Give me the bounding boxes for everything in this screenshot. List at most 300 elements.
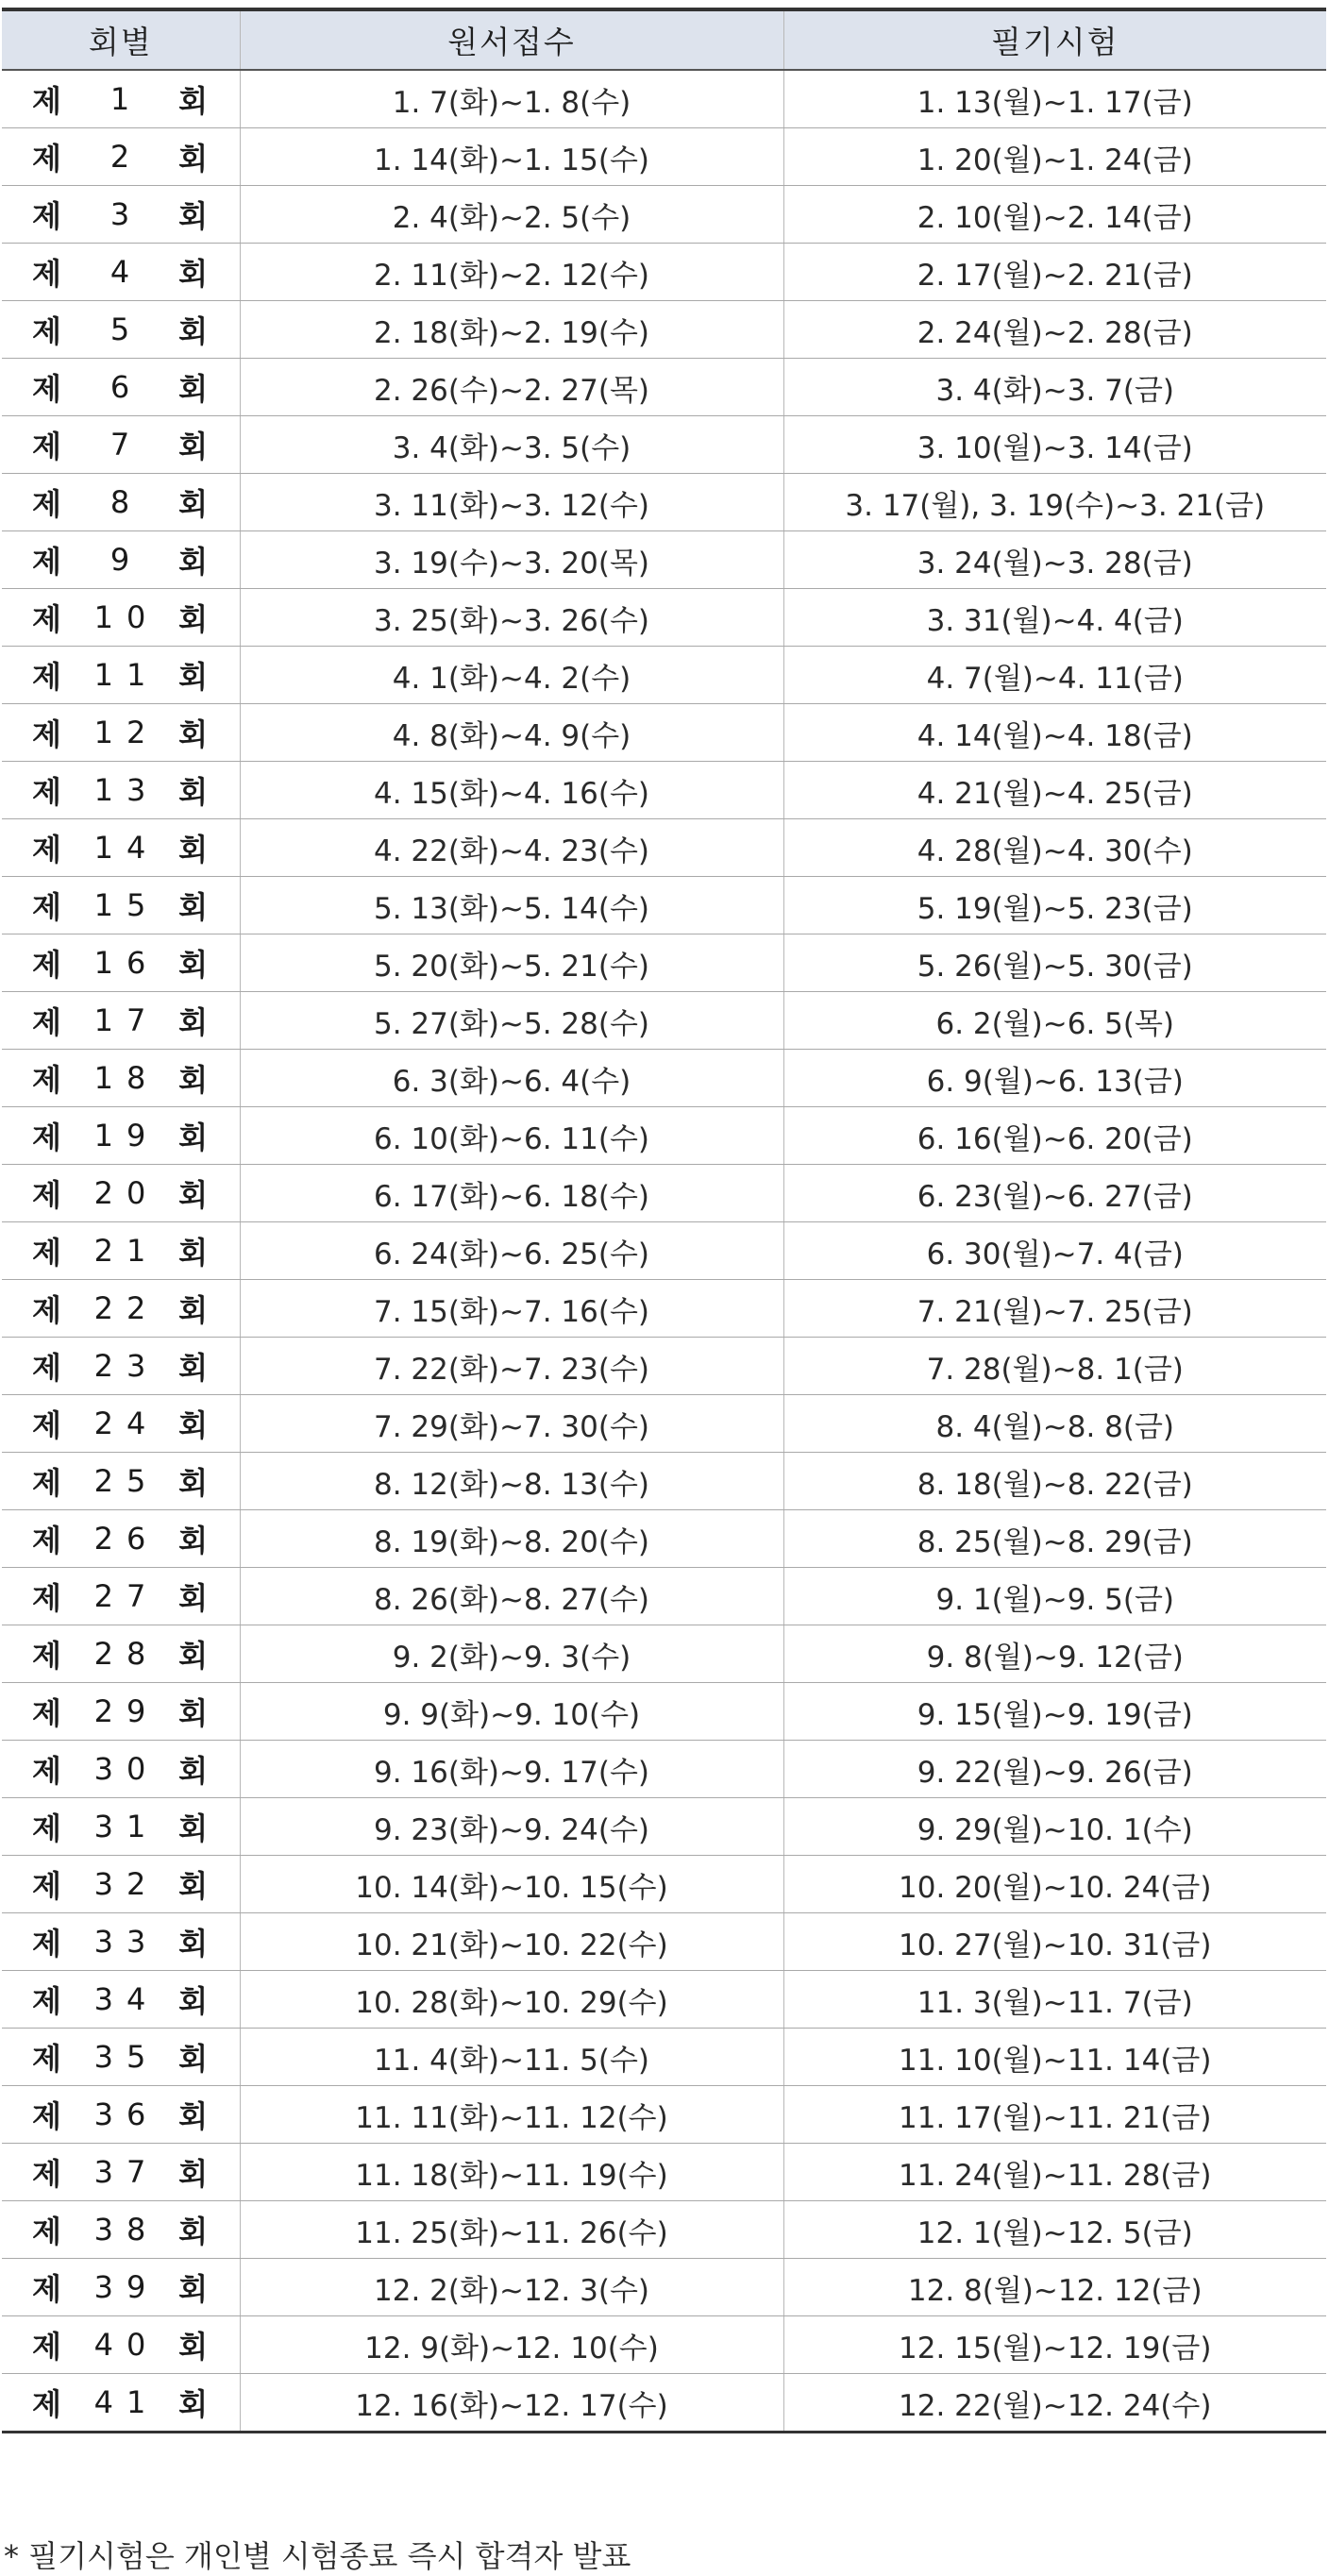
table-header <box>2 9 1326 70</box>
round-prefix: 제 <box>32 659 61 695</box>
table-row <box>2 1107 1326 1165</box>
round-label <box>32 1690 208 1733</box>
round-prefix: 제 <box>32 1638 61 1674</box>
round-prefix: 제 <box>32 1868 61 1904</box>
table-row <box>2 2144 1326 2201</box>
round-suffix: 회 <box>178 1235 208 1271</box>
round-suffix: 회 <box>178 1062 208 1098</box>
round-cell <box>2 2029 240 2086</box>
exam-period-cell: 12. 1(월)~12. 5(금) <box>783 2201 1326 2259</box>
application-period-cell: 3. 4(화)~3. 5(수) <box>240 416 783 474</box>
round-number: 18 <box>93 1060 160 1096</box>
round-number: 16 <box>93 945 160 981</box>
table-row <box>2 992 1326 1050</box>
round-cell <box>2 2316 240 2374</box>
round-label <box>32 711 208 754</box>
round-cell <box>2 2259 240 2316</box>
round-cell <box>2 1338 240 1395</box>
table-row <box>2 1683 1326 1741</box>
table-row <box>2 934 1326 992</box>
round-number: 34 <box>93 1981 160 2017</box>
exam-period-cell: 2. 17(월)~2. 21(금) <box>783 244 1326 301</box>
exam-period-cell: 2. 24(월)~2. 28(금) <box>783 301 1326 359</box>
round-number: 10 <box>93 599 160 635</box>
round-number: 29 <box>93 1693 160 1729</box>
table-row <box>2 2374 1326 2433</box>
exam-period-cell: 6. 30(월)~7. 4(금) <box>783 1222 1326 1280</box>
round-number: 7 <box>109 427 143 463</box>
round-cell <box>2 474 240 531</box>
table-row <box>2 1222 1326 1280</box>
round-suffix: 회 <box>178 1292 208 1328</box>
round-label <box>32 1574 208 1618</box>
round-prefix: 제 <box>32 947 61 983</box>
exam-period-cell: 3. 17(월), 3. 19(수)~3. 21(금) <box>783 474 1326 531</box>
application-period-cell: 6. 24(화)~6. 25(수) <box>240 1222 783 1280</box>
round-prefix: 제 <box>32 1695 61 1731</box>
round-number: 20 <box>93 1175 160 1211</box>
round-label <box>32 596 208 639</box>
round-number: 32 <box>93 1866 160 1902</box>
round-prefix: 제 <box>32 1465 61 1501</box>
application-period-cell: 6. 17(화)~6. 18(수) <box>240 1165 783 1222</box>
round-number: 21 <box>93 1233 160 1269</box>
application-period-cell: 12. 2(화)~12. 3(수) <box>240 2259 783 2316</box>
exam-period-cell: 3. 31(월)~4. 4(금) <box>783 589 1326 647</box>
round-suffix: 회 <box>178 371 208 407</box>
round-cell <box>2 186 240 244</box>
application-period-cell: 2. 26(수)~2. 27(목) <box>240 359 783 416</box>
application-period-cell: 3. 19(수)~3. 20(목) <box>240 531 783 589</box>
exam-period-cell: 5. 26(월)~5. 30(금) <box>783 934 1326 992</box>
round-prefix: 제 <box>32 1580 61 1616</box>
round-cell <box>2 934 240 992</box>
exam-period-cell: 9. 8(월)~9. 12(금) <box>783 1625 1326 1683</box>
application-period-cell: 11. 4(화)~11. 5(수) <box>240 2029 783 2086</box>
exam-period-cell: 7. 28(월)~8. 1(금) <box>783 1338 1326 1395</box>
round-cell <box>2 1741 240 1798</box>
round-suffix: 회 <box>178 774 208 810</box>
round-label <box>32 1344 208 1388</box>
round-label <box>32 480 208 524</box>
application-period-cell: 2. 11(화)~2. 12(수) <box>240 244 783 301</box>
exam-period-cell: 8. 18(월)~8. 22(금) <box>783 1453 1326 1510</box>
application-period-cell: 9. 9(화)~9. 10(수) <box>240 1683 783 1741</box>
round-label <box>32 653 208 697</box>
round-cell <box>2 1453 240 1510</box>
exam-period-cell: 4. 21(월)~4. 25(금) <box>783 762 1326 819</box>
table-row <box>2 1913 1326 1971</box>
round-cell <box>2 819 240 877</box>
round-prefix: 제 <box>32 1235 61 1271</box>
exam-period-cell: 3. 10(월)~3. 14(금) <box>783 416 1326 474</box>
exam-period-cell: 10. 27(월)~10. 31(금) <box>783 1913 1326 1971</box>
round-label <box>32 1862 208 1906</box>
application-period-cell: 10. 14(화)~10. 15(수) <box>240 1856 783 1913</box>
table-row <box>2 1741 1326 1798</box>
round-label <box>32 308 208 351</box>
exam-period-cell: 1. 13(월)~1. 17(금) <box>783 70 1326 128</box>
round-cell <box>2 1798 240 1856</box>
round-prefix: 제 <box>32 2156 61 2192</box>
round-cell <box>2 2144 240 2201</box>
round-prefix: 제 <box>32 1523 61 1558</box>
exam-period-cell: 9. 22(월)~9. 26(금) <box>783 1741 1326 1798</box>
table-row <box>2 1568 1326 1625</box>
round-suffix: 회 <box>178 2156 208 2192</box>
round-prefix: 제 <box>32 2041 61 2077</box>
round-prefix: 제 <box>32 1753 61 1789</box>
round-cell <box>2 416 240 474</box>
round-number: 24 <box>93 1406 160 1441</box>
round-number: 6 <box>109 369 143 405</box>
exam-period-cell: 7. 21(월)~7. 25(금) <box>783 1280 1326 1338</box>
application-period-cell: 1. 14(화)~1. 15(수) <box>240 128 783 186</box>
round-suffix: 회 <box>178 2098 208 2134</box>
exam-period-cell: 11. 3(월)~11. 7(금) <box>783 1971 1326 2029</box>
round-suffix: 회 <box>178 486 208 522</box>
round-suffix: 회 <box>178 889 208 925</box>
table-row <box>2 1510 1326 1568</box>
table-row <box>2 647 1326 704</box>
table-row <box>2 70 1326 128</box>
round-prefix: 제 <box>32 256 61 292</box>
round-suffix: 회 <box>178 256 208 292</box>
round-label <box>32 1517 208 1560</box>
application-period-cell: 8. 12(화)~8. 13(수) <box>240 1453 783 1510</box>
round-number: 14 <box>93 830 160 866</box>
table-row <box>2 1338 1326 1395</box>
application-period-cell: 4. 22(화)~4. 23(수) <box>240 819 783 877</box>
round-suffix: 회 <box>178 1580 208 1616</box>
table-row <box>2 531 1326 589</box>
round-label <box>32 884 208 927</box>
round-prefix: 제 <box>32 832 61 867</box>
round-suffix: 회 <box>178 429 208 464</box>
round-cell <box>2 2374 240 2433</box>
round-suffix: 회 <box>178 544 208 580</box>
round-suffix: 회 <box>178 1926 208 1961</box>
round-suffix: 회 <box>178 2329 208 2365</box>
round-label <box>32 193 208 236</box>
round-prefix: 제 <box>32 141 61 177</box>
table-row <box>2 416 1326 474</box>
round-suffix: 회 <box>178 2271 208 2307</box>
round-number: 33 <box>93 1924 160 1960</box>
table-row <box>2 2316 1326 2374</box>
round-cell <box>2 1683 240 1741</box>
round-cell <box>2 1050 240 1107</box>
round-number: 27 <box>93 1578 160 1614</box>
round-number: 1 <box>109 81 143 117</box>
round-prefix: 제 <box>32 486 61 522</box>
round-number: 23 <box>93 1348 160 1384</box>
round-label <box>32 1171 208 1215</box>
round-label <box>32 423 208 466</box>
table-row <box>2 1971 1326 2029</box>
round-number: 13 <box>93 772 160 808</box>
exam-period-cell: 4. 14(월)~4. 18(금) <box>783 704 1326 762</box>
application-period-cell: 8. 19(화)~8. 20(수) <box>240 1510 783 1568</box>
application-period-cell: 8. 26(화)~8. 27(수) <box>240 1568 783 1625</box>
exam-period-cell: 4. 28(월)~4. 30(수) <box>783 819 1326 877</box>
exam-period-cell: 3. 24(월)~3. 28(금) <box>783 531 1326 589</box>
round-suffix: 회 <box>178 1695 208 1731</box>
table-row <box>2 2201 1326 2259</box>
round-prefix: 제 <box>32 2329 61 2365</box>
round-number: 26 <box>93 1521 160 1557</box>
round-suffix: 회 <box>178 1983 208 2019</box>
round-number: 38 <box>93 2212 160 2248</box>
table-row <box>2 1050 1326 1107</box>
round-suffix: 회 <box>178 1465 208 1501</box>
round-cell <box>2 531 240 589</box>
application-period-cell: 2. 4(화)~2. 5(수) <box>240 186 783 244</box>
round-number: 35 <box>93 2039 160 2075</box>
round-cell <box>2 128 240 186</box>
application-period-cell: 5. 27(화)~5. 28(수) <box>240 992 783 1050</box>
round-prefix: 제 <box>32 1120 61 1155</box>
exam-period-cell: 12. 22(월)~12. 24(수) <box>783 2374 1326 2433</box>
round-suffix: 회 <box>178 1407 208 1443</box>
application-period-cell: 4. 15(화)~4. 16(수) <box>240 762 783 819</box>
header-round: 회별 <box>2 9 240 70</box>
round-prefix: 제 <box>32 198 61 234</box>
round-label <box>32 365 208 409</box>
round-number: 15 <box>93 887 160 923</box>
exam-period-cell: 5. 19(월)~5. 23(금) <box>783 877 1326 934</box>
application-period-cell: 7. 15(화)~7. 16(수) <box>240 1280 783 1338</box>
round-cell <box>2 877 240 934</box>
exam-period-cell: 11. 17(월)~11. 21(금) <box>783 2086 1326 2144</box>
round-prefix: 제 <box>32 371 61 407</box>
round-prefix: 제 <box>32 1177 61 1213</box>
application-period-cell: 3. 25(화)~3. 26(수) <box>240 589 783 647</box>
round-label <box>32 2381 208 2424</box>
round-label <box>32 2265 208 2309</box>
round-cell <box>2 647 240 704</box>
application-period-cell: 12. 9(화)~12. 10(수) <box>240 2316 783 2374</box>
round-prefix: 제 <box>32 1810 61 1846</box>
table-row <box>2 2086 1326 2144</box>
round-cell <box>2 1165 240 1222</box>
round-suffix: 회 <box>178 659 208 695</box>
round-number: 41 <box>93 2384 160 2420</box>
exam-period-cell: 2. 10(월)~2. 14(금) <box>783 186 1326 244</box>
round-prefix: 제 <box>32 1292 61 1328</box>
exam-period-cell: 6. 9(월)~6. 13(금) <box>783 1050 1326 1107</box>
round-cell <box>2 301 240 359</box>
round-number: 5 <box>109 311 143 347</box>
round-label <box>32 1920 208 1963</box>
round-cell <box>2 589 240 647</box>
table-row <box>2 186 1326 244</box>
application-period-cell: 2. 18(화)~2. 19(수) <box>240 301 783 359</box>
round-label <box>32 2323 208 2366</box>
application-period-cell: 1. 7(화)~1. 8(수) <box>240 70 783 128</box>
application-period-cell: 5. 20(화)~5. 21(수) <box>240 934 783 992</box>
application-period-cell: 12. 16(화)~12. 17(수) <box>240 2374 783 2433</box>
table-row <box>2 1625 1326 1683</box>
exam-period-cell: 6. 23(월)~6. 27(금) <box>783 1165 1326 1222</box>
round-prefix: 제 <box>32 601 61 637</box>
table-row <box>2 359 1326 416</box>
round-label <box>32 77 208 121</box>
round-prefix: 제 <box>32 1926 61 1961</box>
round-cell <box>2 1856 240 1913</box>
round-number: 2 <box>109 139 143 175</box>
round-number: 37 <box>93 2154 160 2190</box>
round-label <box>32 1287 208 1330</box>
round-prefix: 제 <box>32 2386 61 2422</box>
table-row <box>2 1165 1326 1222</box>
round-number: 28 <box>93 1636 160 1672</box>
application-period-cell: 3. 11(화)~3. 12(수) <box>240 474 783 531</box>
round-suffix: 회 <box>178 716 208 752</box>
table-body <box>2 70 1326 2433</box>
round-suffix: 회 <box>178 1004 208 1040</box>
round-cell <box>2 1971 240 2029</box>
round-number: 19 <box>93 1118 160 1153</box>
table-row <box>2 762 1326 819</box>
round-label <box>32 1056 208 1100</box>
round-number: 17 <box>93 1002 160 1038</box>
round-suffix: 회 <box>178 1753 208 1789</box>
round-number: 40 <box>93 2327 160 2363</box>
round-cell <box>2 1568 240 1625</box>
round-label <box>32 2208 208 2251</box>
application-period-cell: 10. 21(화)~10. 22(수) <box>240 1913 783 1971</box>
exam-period-cell: 10. 20(월)~10. 24(금) <box>783 1856 1326 1913</box>
round-label <box>32 1114 208 1157</box>
table-row <box>2 474 1326 531</box>
round-suffix: 회 <box>178 601 208 637</box>
exam-period-cell: 12. 8(월)~12. 12(금) <box>783 2259 1326 2316</box>
round-label <box>32 2093 208 2136</box>
round-cell <box>2 1395 240 1453</box>
round-label <box>32 1402 208 1445</box>
round-suffix: 회 <box>178 832 208 867</box>
exam-period-cell: 4. 7(월)~4. 11(금) <box>783 647 1326 704</box>
round-number: 8 <box>109 484 143 520</box>
table-row <box>2 1395 1326 1453</box>
exam-period-cell: 9. 1(월)~9. 5(금) <box>783 1568 1326 1625</box>
round-prefix: 제 <box>32 716 61 752</box>
round-cell <box>2 70 240 128</box>
footnote: * 필기시험은 개인별 시험종료 즉시 합격자 발표 <box>4 2538 631 2574</box>
table-row <box>2 1798 1326 1856</box>
round-prefix: 제 <box>32 83 61 119</box>
round-prefix: 제 <box>32 1983 61 2019</box>
table-row <box>2 589 1326 647</box>
round-label <box>32 1632 208 1675</box>
round-number: 11 <box>93 657 160 693</box>
round-label <box>32 999 208 1042</box>
round-label <box>32 135 208 178</box>
header-exam: 필기시험 <box>783 9 1326 70</box>
round-number: 31 <box>93 1809 160 1844</box>
header-row <box>2 9 1326 70</box>
table-row <box>2 704 1326 762</box>
table-row <box>2 1280 1326 1338</box>
application-period-cell: 7. 29(화)~7. 30(수) <box>240 1395 783 1453</box>
round-prefix: 제 <box>32 2214 61 2249</box>
round-prefix: 제 <box>32 544 61 580</box>
round-suffix: 회 <box>178 1177 208 1213</box>
round-prefix: 제 <box>32 774 61 810</box>
exam-period-cell: 9. 15(월)~9. 19(금) <box>783 1683 1326 1741</box>
round-prefix: 제 <box>32 429 61 464</box>
exam-period-cell: 6. 16(월)~6. 20(금) <box>783 1107 1326 1165</box>
round-prefix: 제 <box>32 1062 61 1098</box>
round-label <box>32 538 208 581</box>
round-suffix: 회 <box>178 1868 208 1904</box>
application-period-cell: 11. 11(화)~11. 12(수) <box>240 2086 783 2144</box>
exam-period-cell: 12. 15(월)~12. 19(금) <box>783 2316 1326 2374</box>
round-suffix: 회 <box>178 1350 208 1386</box>
round-label <box>32 941 208 985</box>
round-suffix: 회 <box>178 1523 208 1558</box>
application-period-cell: 4. 8(화)~4. 9(수) <box>240 704 783 762</box>
round-number: 4 <box>109 254 143 290</box>
round-number: 22 <box>93 1290 160 1326</box>
application-period-cell: 5. 13(화)~5. 14(수) <box>240 877 783 934</box>
exam-period-cell: 11. 24(월)~11. 28(금) <box>783 2144 1326 2201</box>
application-period-cell: 4. 1(화)~4. 2(수) <box>240 647 783 704</box>
exam-period-cell: 8. 4(월)~8. 8(금) <box>783 1395 1326 1453</box>
round-number: 12 <box>93 715 160 750</box>
application-period-cell: 9. 16(화)~9. 17(수) <box>240 1741 783 1798</box>
table-row <box>2 2259 1326 2316</box>
round-cell <box>2 1625 240 1683</box>
round-prefix: 제 <box>32 313 61 349</box>
exam-period-cell: 11. 10(월)~11. 14(금) <box>783 2029 1326 2086</box>
application-period-cell: 10. 28(화)~10. 29(수) <box>240 1971 783 2029</box>
exam-schedule-table <box>2 8 1326 2433</box>
round-number: 30 <box>93 1751 160 1787</box>
round-suffix: 회 <box>178 313 208 349</box>
round-cell <box>2 762 240 819</box>
round-prefix: 제 <box>32 2271 61 2307</box>
round-number: 39 <box>93 2269 160 2305</box>
round-cell <box>2 992 240 1050</box>
application-period-cell: 6. 10(화)~6. 11(수) <box>240 1107 783 1165</box>
round-prefix: 제 <box>32 889 61 925</box>
round-suffix: 회 <box>178 1638 208 1674</box>
round-cell <box>2 1222 240 1280</box>
exam-period-cell: 6. 2(월)~6. 5(목) <box>783 992 1326 1050</box>
round-suffix: 회 <box>178 2041 208 2077</box>
table-row <box>2 819 1326 877</box>
round-label <box>32 768 208 812</box>
application-period-cell: 9. 23(화)~9. 24(수) <box>240 1798 783 1856</box>
round-cell <box>2 1913 240 1971</box>
round-cell <box>2 704 240 762</box>
round-label <box>32 1805 208 1848</box>
application-period-cell: 9. 2(화)~9. 3(수) <box>240 1625 783 1683</box>
round-suffix: 회 <box>178 198 208 234</box>
table-row <box>2 1856 1326 1913</box>
application-period-cell: 11. 25(화)~11. 26(수) <box>240 2201 783 2259</box>
table-row <box>2 301 1326 359</box>
application-period-cell: 7. 22(화)~7. 23(수) <box>240 1338 783 1395</box>
round-label <box>32 1747 208 1791</box>
round-cell <box>2 1107 240 1165</box>
exam-period-cell: 9. 29(월)~10. 1(수) <box>783 1798 1326 1856</box>
round-cell <box>2 2201 240 2259</box>
round-suffix: 회 <box>178 2214 208 2249</box>
round-label <box>32 1229 208 1272</box>
